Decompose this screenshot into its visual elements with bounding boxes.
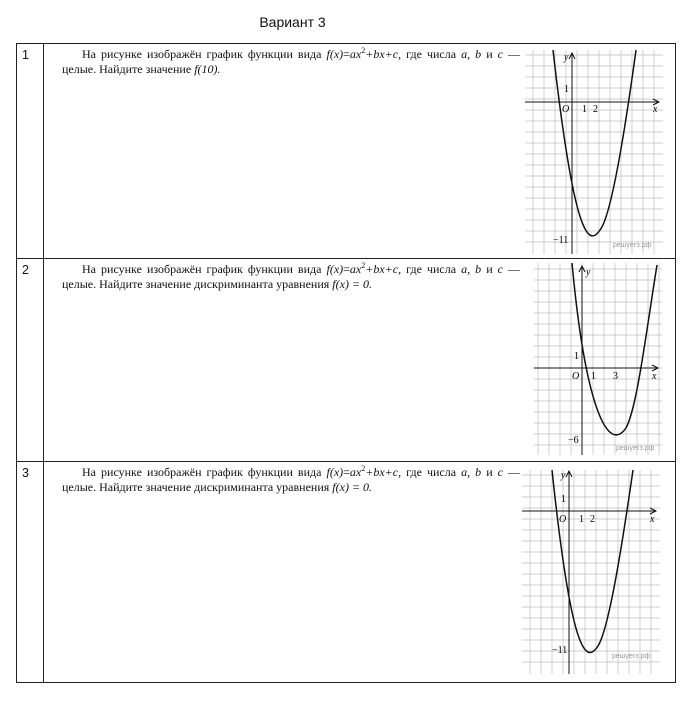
x-tick-label: 2 [593, 104, 598, 115]
x-axis-label: x [653, 104, 658, 115]
task-number: 3 [17, 462, 44, 683]
y-tick-label: 1 [574, 351, 579, 362]
task-text: На рисунке изображён график функции вида $f(x)=ax^2+bx+c$, где числа a, b и c — целые. Найдите значение f(10). [62, 46, 521, 76]
origin-label: O [559, 514, 567, 525]
origin-label: O [572, 371, 580, 382]
task-question: f(x) = 0. [332, 277, 373, 291]
task-row [17, 44, 676, 259]
x-tick-label: 2 [590, 514, 595, 525]
parabola-curve [572, 263, 657, 435]
grid [522, 470, 660, 674]
task-row [17, 259, 676, 462]
task-body [44, 44, 676, 259]
watermark: решуегэ.рф [616, 445, 655, 452]
watermark: решуегэ.рф [612, 653, 651, 660]
tasks-table [16, 43, 676, 683]
task-text: На рисунке изображён график функции вида $f(x)=ax^2+bx+c$, где числа a, b и c — целые. Найдите значение дискриминанта уравнения f(x) = 0. [62, 464, 521, 494]
y-tick-label: 1 [564, 84, 569, 95]
task-body [44, 462, 676, 683]
task-number: 2 [17, 259, 44, 462]
y-min-label: −6 [568, 435, 579, 446]
axes [525, 53, 659, 254]
parabola-graph [525, 50, 663, 254]
x-axis-label: x [650, 514, 655, 525]
x-tick-label: 1 [579, 514, 584, 525]
x-axis-label: x [652, 371, 657, 382]
task-number: 1 [17, 44, 44, 259]
y-min-label: −11 [553, 235, 569, 246]
x-tick-label: 1 [582, 104, 587, 115]
task-row [17, 462, 676, 683]
parabola-graph [534, 263, 662, 455]
watermark: решуегэ.рф [613, 242, 652, 249]
parabola-graph [522, 470, 660, 674]
y-tick-label: 1 [561, 494, 566, 505]
origin-label: O [562, 104, 570, 115]
task-body [44, 259, 676, 462]
variant-heading: Вариант 3 [259, 14, 326, 30]
y-min-label: −11 [552, 645, 568, 656]
axes [522, 471, 656, 674]
y-axis-label: y [586, 267, 591, 278]
x-tick-label: 1 [591, 371, 596, 382]
task-question: f(10). [194, 62, 221, 76]
axes [534, 266, 658, 455]
y-axis-label: y [564, 52, 569, 63]
y-axis-label: y [561, 470, 566, 481]
task-question: f(x) = 0. [332, 480, 373, 494]
task-text: На рисунке изображён график функции вида $f(x)=ax^2+bx+c$, где числа a, b и c — целые. Найдите значение дискриминанта уравнения f(x) = 0. [62, 261, 521, 291]
grid [525, 50, 663, 254]
x-tick-label: 3 [613, 371, 618, 382]
